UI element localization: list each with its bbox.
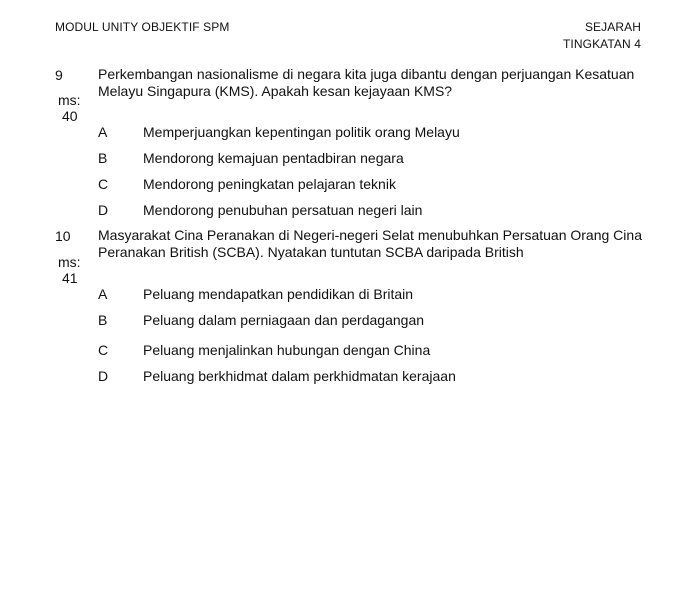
question-text: Perkembangan nasionalisme di negara kita juga dibantu dengan perjuangan Kesatuan Melayu Singapura (KMS). Apakah kesan kejayaan KMS? bbox=[98, 66, 635, 99]
option-text: Mendorong kemajuan pentadbiran negara bbox=[143, 150, 404, 166]
question-number: 9 bbox=[55, 67, 63, 83]
form-level: TINGKATAN 4 bbox=[563, 37, 641, 51]
option-text: Memperjuangkan kepentingan politik orang Melayu bbox=[143, 124, 460, 140]
option-letter: D bbox=[98, 202, 109, 218]
option-a[interactable] bbox=[98, 124, 460, 140]
option-c[interactable] bbox=[98, 342, 430, 358]
option-letter: C bbox=[98, 342, 109, 358]
question-number: 10 bbox=[55, 228, 71, 244]
question-text: Masyarakat Cina Peranakan di Negeri-negeri Selat menubuhkan Persatuan Orang Cina Peranakan British (SCBA). Nyatakan tuntutan SCBA daripada British bbox=[98, 227, 642, 260]
option-letter: B bbox=[98, 150, 108, 166]
ms-page: 40 bbox=[62, 108, 78, 124]
option-letter: C bbox=[98, 176, 109, 192]
option-letter: D bbox=[98, 368, 109, 384]
option-letter: A bbox=[98, 286, 108, 302]
option-text: Peluang mendapatkan pendidikan di Britain bbox=[143, 286, 414, 302]
option-text: Peluang berkhidmat dalam perkhidmatan kerajaan bbox=[143, 368, 456, 384]
option-text: Peluang menjalinkan hubungan dengan China bbox=[143, 342, 431, 358]
option-b[interactable] bbox=[98, 150, 404, 166]
option-b[interactable] bbox=[98, 312, 424, 328]
subject-title: SEJARAH bbox=[584, 20, 641, 34]
ms-page: 41 bbox=[62, 270, 78, 286]
option-text: Mendorong penubuhan persatuan negeri lain bbox=[143, 202, 423, 218]
option-letter: B bbox=[98, 312, 108, 328]
option-d[interactable] bbox=[98, 368, 456, 384]
option-text: Mendorong peningkatan pelajaran teknik bbox=[143, 176, 396, 192]
option-letter: A bbox=[98, 124, 108, 140]
option-a[interactable] bbox=[98, 286, 413, 302]
option-d[interactable] bbox=[98, 202, 422, 218]
module-title: MODUL UNITY OBJEKTIF SPM bbox=[55, 20, 230, 34]
option-text: Peluang dalam perniagaan dan perdagangan bbox=[143, 312, 425, 328]
ms-label: ms: bbox=[58, 254, 81, 270]
option-c[interactable] bbox=[98, 176, 396, 192]
ms-label: ms: bbox=[58, 92, 81, 108]
